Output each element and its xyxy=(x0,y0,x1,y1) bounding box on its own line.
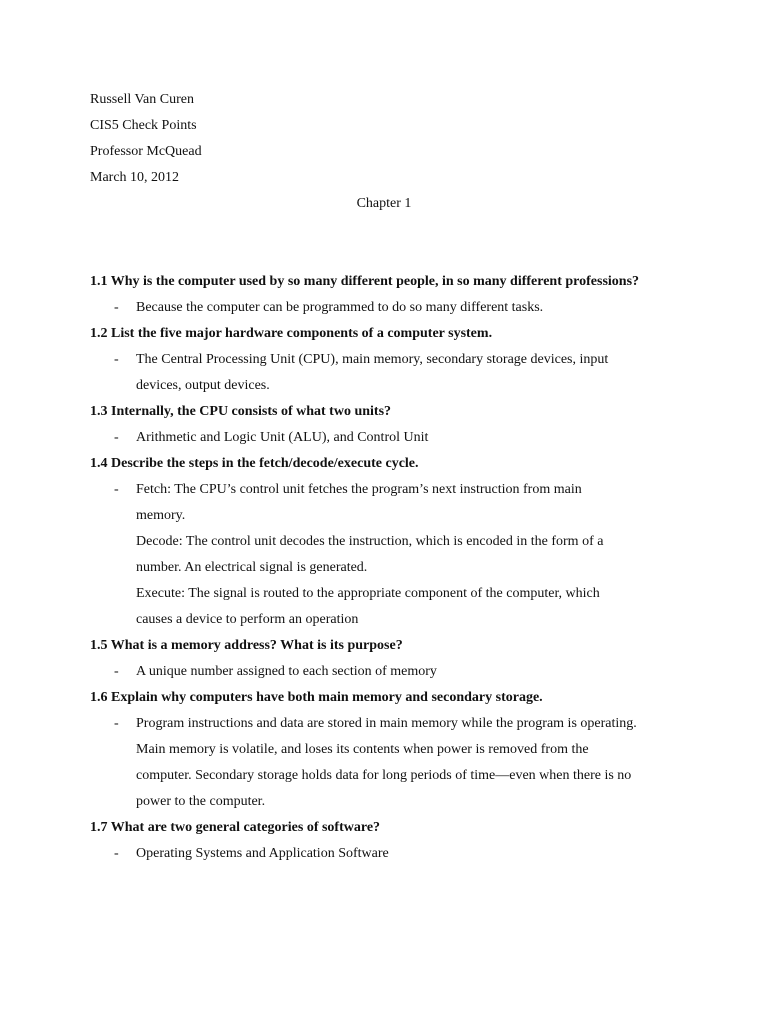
course-name: CIS5 Check Points xyxy=(90,118,197,133)
chapter-heading: Chapter 1 xyxy=(356,196,412,211)
question-1-3: 1.3 Internally, the CPU consists of what two units? xyxy=(90,404,392,419)
answer-1-3-line-1: Arithmetic and Logic Unit (ALU), and Control Unit xyxy=(136,430,429,445)
answer-1-1-line-1: Because the computer can be programmed to do so many different tasks. xyxy=(136,300,544,315)
answer-1-2-line-1: The Central Processing Unit (CPU), main memory, secondary storage devices, input xyxy=(136,352,609,367)
answer-1-4-line-3: Decode: The control unit decodes the instruction, which is encoded in the form of a xyxy=(136,534,604,549)
bullet-dash: - xyxy=(114,482,119,497)
answer-1-6-line-2: Main memory is volatile, and loses its contents when power is removed from the xyxy=(136,742,589,757)
answer-1-4-line-1: Fetch: The CPU’s control unit fetches the program’s next instruction from main xyxy=(136,482,582,497)
bullet-dash: - xyxy=(114,716,119,731)
question-1-5: 1.5 What is a memory address? What is its purpose? xyxy=(90,638,403,653)
question-1-4: 1.4 Describe the steps in the fetch/decode/execute cycle. xyxy=(90,456,419,471)
bullet-dash: - xyxy=(114,664,119,679)
question-1-1: 1.1 Why is the computer used by so many different people, in so many different professions? xyxy=(90,274,640,289)
bullet-dash: - xyxy=(114,300,119,315)
answer-1-2-line-2: devices, output devices. xyxy=(136,378,270,393)
answer-1-4-line-5: Execute: The signal is routed to the appropriate component of the computer, which xyxy=(136,586,600,601)
document-date: March 10, 2012 xyxy=(90,170,180,185)
answer-1-5-line-1: A unique number assigned to each section of memory xyxy=(136,664,437,679)
answer-1-4-line-2: memory. xyxy=(136,508,186,523)
answer-1-6-line-4: power to the computer. xyxy=(136,794,266,809)
answer-1-6-line-3: computer. Secondary storage holds data for long periods of time—even when there is no xyxy=(136,768,632,783)
professor-name: Professor McQuead xyxy=(90,144,202,159)
answer-1-7-line-1: Operating Systems and Application Software xyxy=(136,846,389,861)
bullet-dash: - xyxy=(114,352,119,367)
answer-1-4-line-6: causes a device to perform an operation xyxy=(136,612,359,627)
question-1-7: 1.7 What are two general categories of software? xyxy=(90,820,381,835)
author-name: Russell Van Curen xyxy=(90,92,194,107)
question-1-6: 1.6 Explain why computers have both main memory and secondary storage. xyxy=(90,690,543,705)
answer-1-6-line-1: Program instructions and data are stored in main memory while the program is operating. xyxy=(136,716,637,731)
bullet-dash: - xyxy=(114,430,119,445)
bullet-dash: - xyxy=(114,846,119,861)
answer-1-4-line-4: number. An electrical signal is generated. xyxy=(136,560,368,575)
question-1-2: 1.2 List the five major hardware components of a computer system. xyxy=(90,326,493,341)
